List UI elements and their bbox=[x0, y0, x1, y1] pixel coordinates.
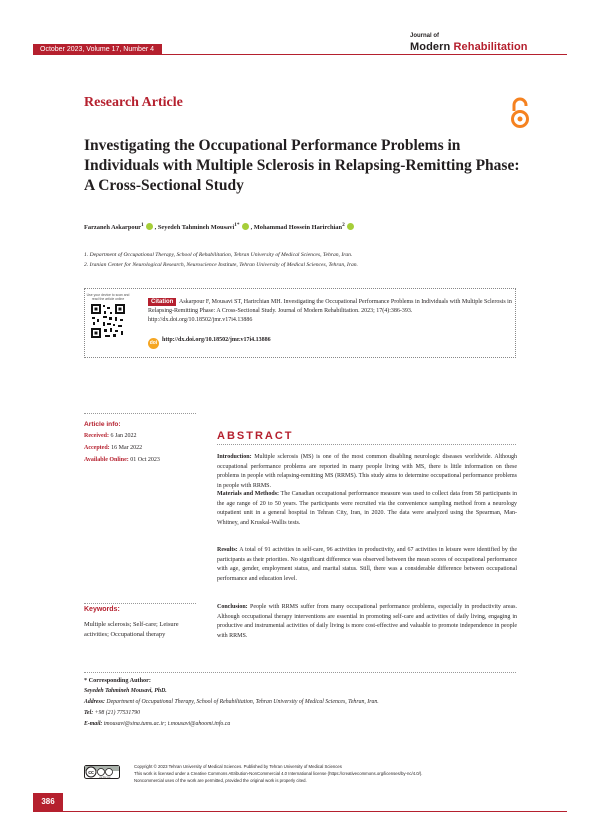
article-title: Investigating the Occupational Performance Problems in Individuals with Multiple Sclerosis in Relapsing-Remitting Phase: A Cross-Sectional Study bbox=[84, 137, 520, 194]
tel-label: Tel: bbox=[84, 710, 94, 716]
received-label: Received: bbox=[84, 433, 109, 439]
corresponding-name: Seyedeh Tahmineh Mousavi, PhD. bbox=[84, 688, 167, 694]
citation-text: Askarpour F, Mousavi ST, Harirchian MH. Investigating the Occupational Performance Problems in Individuals with Multiple Sclerosis in Relapsing-Remitting Phase: A Cross-Sectional Study. Journal of Modern Rehabilitation. 2023; 17(4):386-393. http://dx.doi.org/10.18502/jmr.v17i4.13886 bbox=[148, 299, 512, 323]
orcid-icon[interactable] bbox=[242, 223, 249, 230]
cc-badge-text: cc by nc bbox=[99, 775, 111, 779]
orcid-icon[interactable] bbox=[146, 223, 153, 230]
abstract-methods bbox=[217, 490, 517, 528]
intro-text: Multiple sclerosis (MS) is one of the most common disabling neurologic diseases worldwide. Although occupational performance problems are reported in many people living with MS, there is little information on these problems in people with relapsing-remitting MS (RRMS). This study aims to determine occupational performance problems in people with RRMS. bbox=[217, 454, 517, 489]
doi-link[interactable]: http://dx.doi.org/10.18502/jmr.v17i4.13886 bbox=[162, 337, 271, 343]
email-value[interactable]: tmousavi@sina.tums.ac.ir; t.mousavi@ahoomi.info.ca bbox=[103, 721, 231, 727]
keywords-title: Keywords: bbox=[84, 606, 120, 613]
email-label: E-mail: bbox=[84, 721, 103, 727]
journal-name bbox=[410, 41, 528, 53]
creative-commons-icon[interactable] bbox=[84, 765, 120, 779]
license-line-2: This work is licensed under a Creative Commons Attribution-NonCommercial 4.0 International license (https://creativecommons.org/licenses/by-nc/4.0/). bbox=[134, 771, 423, 776]
results-label: Results: bbox=[217, 547, 238, 553]
received-date bbox=[84, 433, 137, 439]
conclusion-text: People with RRMS suffer from many occupational performance problems, especially in productivity areas. Although occupational therapy interventions are essential in promoting self-care and activities of daily living, engaging in productive and instrumental activities of daily living is more cost-effective and valuable to promote independence in people with RRMS. bbox=[217, 604, 518, 639]
author-2-sup: 1* bbox=[234, 222, 240, 228]
online-value: 01 Oct 2023 bbox=[130, 457, 160, 463]
author-1-sup: 1 bbox=[141, 222, 144, 228]
journal-name-part2: Rehabilitation bbox=[453, 41, 528, 53]
address-label: Address: bbox=[84, 699, 105, 705]
methods-text: The Canadian occupational performance measure was used to collect data from 58 participants in the age range of 20 to 50 years. The participants were recruited via the convenience sampling method from a neurology outpatient unit in a general hospital in Tehran City, Iran, in 2020. The data were analyzed using the Spearman, Man-Whitney, and Kruskal-Wallis tests. bbox=[217, 491, 517, 526]
doi-link-row[interactable] bbox=[148, 337, 271, 349]
journal-name-part1: Modern bbox=[410, 41, 454, 53]
author-1: Farzaneh Askarpour bbox=[84, 224, 141, 232]
abstract-results bbox=[217, 546, 517, 584]
abstract-introduction bbox=[217, 453, 517, 491]
affiliation-2: 2. Iranian Center for Neurological Research, Neuroscience Institute, Tehran University of Medical Sciences, Tehran, Iran. bbox=[84, 262, 358, 268]
article-info-title: Article info: bbox=[84, 421, 121, 428]
author-3: Mohammad Hossein Harirchian bbox=[253, 224, 343, 232]
journal-of-label: Journal of bbox=[410, 33, 440, 39]
qr-code-icon[interactable] bbox=[90, 303, 126, 339]
open-access-icon bbox=[509, 97, 531, 129]
abstract-divider bbox=[217, 444, 516, 445]
header-rule bbox=[33, 54, 567, 55]
orcid-icon[interactable] bbox=[347, 223, 354, 230]
online-label: Available Online: bbox=[84, 457, 129, 463]
affiliation-1: 1. Department of Occupational Therapy, School of Rehabilitation, Tehran University of Medical Sciences, Tehran, Iran. bbox=[84, 252, 353, 258]
corresponding-tel bbox=[84, 710, 140, 716]
license-line-1: Copyright © 2023 Tehran University of Medical Sciences. Published by Tehran University of Medical Sciences bbox=[134, 764, 342, 769]
page-number: 386 bbox=[33, 793, 63, 811]
conclusion-label: Conclusion: bbox=[217, 604, 248, 610]
online-date bbox=[84, 457, 160, 463]
license-line-3: Noncommercial uses of the work are permitted, provided the original work is properly cited. bbox=[134, 778, 307, 783]
methods-label: Materials and Methods: bbox=[217, 491, 280, 497]
keywords-divider bbox=[84, 603, 196, 604]
corresponding-email bbox=[84, 721, 230, 727]
accepted-date bbox=[84, 445, 142, 451]
qr-caption: Use your device to scan and read the article online bbox=[86, 293, 130, 301]
address-value: Department of Occupational Therapy, School of Rehabilitation, Tehran University of Medical Sciences, Tehran, Iran. bbox=[106, 699, 379, 705]
accepted-label: Accepted: bbox=[84, 445, 110, 451]
citation-label: Citation bbox=[148, 298, 176, 306]
results-text: A total of 91 activities in self-care, 96 activities in productivity, and 67 activities in leisure were identified by the participants as their priorities. No significant difference was observed between the mean scores of occupational performance with age, gender, employment status, and marital status. Still, there was a considerable difference between occupational performance and education level. bbox=[217, 547, 517, 582]
author-3-sup: 2 bbox=[342, 222, 345, 228]
info-divider bbox=[84, 413, 196, 414]
author-list: Farzaneh Askarpour$^1$ , Seyedeh Tahmineh Mousavi$^{1*}$ , Mohammad Hossein Harirchian$^2$ bbox=[84, 222, 356, 231]
issue-label: October 2023, Volume 17, Number 4 bbox=[33, 44, 162, 55]
intro-label: Introduction: bbox=[217, 454, 252, 460]
abstract-conclusion bbox=[217, 603, 517, 641]
corresponding-divider bbox=[84, 672, 516, 673]
footer-rule bbox=[33, 811, 567, 812]
keywords-text: Multiple sclerosis; Self-care; Leisure activities; Occupational therapy bbox=[84, 621, 179, 638]
accepted-value: 16 Mar 2022 bbox=[111, 445, 143, 451]
svg-text:cc: cc bbox=[88, 770, 94, 776]
corresponding-title: * Corresponding Author: bbox=[84, 677, 151, 684]
article-type: Research Article bbox=[84, 95, 183, 110]
abstract-title: ABSTRACT bbox=[217, 430, 294, 442]
corresponding-address bbox=[84, 699, 379, 705]
author-2: Seyedeh Tahmineh Mousavi bbox=[157, 224, 235, 232]
tel-value: +98 (21) 77531790 bbox=[94, 710, 141, 716]
received-value: 6 Jan 2022 bbox=[110, 433, 137, 439]
qr-block bbox=[86, 293, 130, 347]
doi-icon: doi bbox=[148, 338, 159, 349]
